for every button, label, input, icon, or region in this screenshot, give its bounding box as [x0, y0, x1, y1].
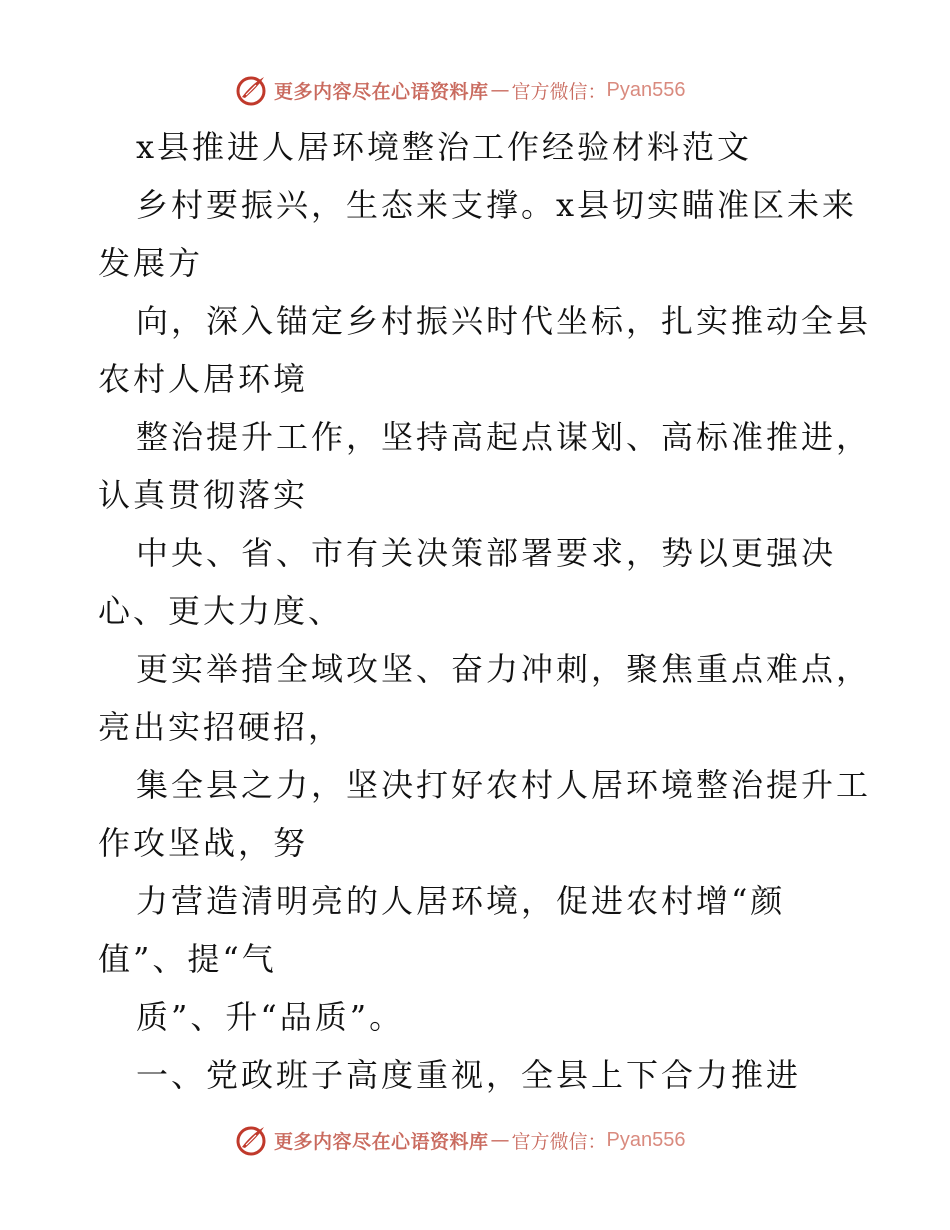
paragraph-line: 亮出实招硬招， [98, 708, 344, 746]
section-heading: 一、党政班子高度重视，全县上下合力推进 [136, 1056, 802, 1094]
paragraph-line: 更实举措全域攻坚、奋力冲刺，聚焦重点难点， [136, 650, 872, 688]
watermark-wechat-id: Pyan556 [606, 78, 686, 101]
watermark-main-text: 更多内容尽在心语资料库 [274, 1130, 489, 1153]
paragraph-line: 值”、提“气 [98, 940, 277, 978]
quill-circle-logo-icon [234, 73, 268, 107]
paragraph-line: 整治提升工作，坚持高起点谋划、高标准推进， [136, 418, 872, 456]
header-watermark [234, 72, 686, 108]
paragraph-line: 中央、省、市有关决策部署要求，势以更强决 [136, 534, 837, 572]
paragraph-line: 认真贯彻落实 [98, 476, 309, 514]
watermark-main-text: 更多内容尽在心语资料库 [274, 80, 489, 103]
watermark-separator: — [490, 79, 510, 101]
paragraph-line: 力营造清明亮的人居环境，促进农村增“颜 [136, 882, 786, 920]
paragraph-line: 乡村要振兴，生态来支撑。x县切实瞄准区未来 [136, 186, 858, 224]
paragraph-line: 心、更大力度、 [98, 592, 344, 630]
paragraph-line: 集全县之力，坚决打好农村人居环境整治提升工 [136, 766, 872, 804]
watermark-wechat-label: 官方微信： [511, 1130, 607, 1153]
watermark-wechat-id: Pyan556 [606, 1128, 686, 1151]
paragraph-line: 发展方 [98, 244, 204, 282]
document-title: x县推进人居环境整治工作经验材料范文 [136, 128, 753, 166]
watermark-separator: — [490, 1129, 510, 1151]
paragraph-line: 作攻坚战，努 [98, 824, 309, 862]
watermark-wechat-label: 官方微信： [511, 80, 607, 103]
footer-watermark [234, 1122, 686, 1158]
quill-circle-logo-icon [234, 1123, 268, 1157]
paragraph-line: 质”、升“品质”。 [136, 998, 405, 1036]
paragraph-line: 农村人居环境 [98, 360, 309, 398]
paragraph-line: 向，深入锚定乡村振兴时代坐标，扎实推动全县 [136, 302, 872, 340]
